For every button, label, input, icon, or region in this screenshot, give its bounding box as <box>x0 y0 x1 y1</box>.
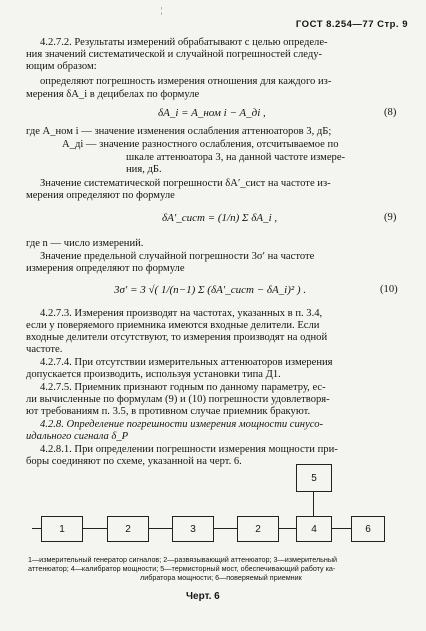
text-line: определяют погрешность измерения отношения для каждого из- <box>40 76 332 87</box>
block-generator: 1 <box>41 516 83 542</box>
where-line: где n — число измерений. <box>26 238 144 249</box>
text-line: 4.2.7.4. При отсутствии измерительных аттенюаторов измерения <box>40 357 333 368</box>
formula-10: 3σ′ = 3 √( 1/(n−1) Σ (δA′_сист − δA_i)² ) . <box>114 284 307 296</box>
figure-label: Черт. 6 <box>186 591 220 602</box>
text-line: Значение систематической погрешности δA′_сист на частоте из- <box>40 178 331 189</box>
bridge-line <box>313 490 314 516</box>
caption-line: либратора мощности; 6—поверяемый приемник <box>140 573 302 582</box>
formula-8: δA_i = A_ном i − A_дi , <box>158 107 266 119</box>
block-power-calibrator: 4 <box>296 516 332 542</box>
text-line: мерения определяют по формуле <box>26 190 175 201</box>
text-line: 4.2.7.3. Измерения производят на частотах, указанных в п. 3.4, <box>40 308 323 319</box>
block-receiver: 6 <box>351 516 385 542</box>
text-line: 4.2.8.1. При определении погрешности измерения мощности при- <box>40 444 338 455</box>
where-line: шкале аттенюатора 3, на данной частоте измере- <box>126 152 346 163</box>
text-line: ют требованиям п. 3.5, в противном случае приемник бракуют. <box>26 406 311 417</box>
block-thermistor-bridge: 5 <box>296 464 332 492</box>
text-line: входные делители отсутствуют, то измерения производят на одной <box>26 332 328 343</box>
block-decoupling-attenuator-2: 2 <box>237 516 279 542</box>
page-header: ГОСТ 8.254—77 Стр. 9 <box>295 19 408 30</box>
text-line: 4.2.7.2. Результаты измерений обрабатывают с целью определе- <box>40 37 328 48</box>
block-measuring-attenuator: 3 <box>172 516 214 542</box>
text-line: ющим образом: <box>26 61 97 72</box>
caption-line: 1—измерительный генератор сигналов; 2—развязывающий аттенюатор; 3—измерительный <box>28 555 338 564</box>
formula-9: δA′_сист = (1/n) Σ δA_i , <box>162 212 278 224</box>
formula-10-number: (10) <box>380 284 398 295</box>
section-heading: 4.2.8. Определение погрешности измерения мощности синусо- <box>40 419 324 430</box>
formula-8-number: (8) <box>384 107 397 118</box>
text-line: мерения δA_i в децибелах по формуле <box>26 89 200 100</box>
where-line: ния, дБ. <box>126 164 162 175</box>
text-line: боры соединяют по схеме, указанной на черт. 6. <box>26 456 242 467</box>
text-line: Значение предельной случайной погрешности 3σ′ на частоте <box>40 251 315 262</box>
text-line: ли вычисленные по формулам (9) и (10) погрешности удовлетворя- <box>26 394 330 405</box>
page-mark: ¦ <box>161 6 163 15</box>
text-line: частоте. <box>26 344 63 355</box>
text-line: 4.2.7.5. Приемник признают годным по данному параметру, ес- <box>40 382 326 393</box>
block-decoupling-attenuator: 2 <box>107 516 149 542</box>
text-line: если у поверяемого приемника имеются входные делители. Если <box>26 320 320 331</box>
text-line: измерения определяют по формуле <box>26 263 185 274</box>
formula-9-number: (9) <box>384 212 397 223</box>
where-line: A_дi — значение разностного ослабления, отсчитываемое по <box>62 139 339 150</box>
where-line: где A_ном i — значение изменения ослабления аттенюаторов 3, дБ; <box>26 126 332 137</box>
caption-line: аттенюатор; 4—калибратор мощности; 5—термисторный мост, обеспечивающий работу ка- <box>28 564 336 573</box>
text-line: ния значений систематической и случайной погрешностей следу- <box>26 49 323 60</box>
text-line: допускается производить, используя установки типа Д1. <box>26 369 281 380</box>
section-heading: идального сигнала δ_P <box>26 431 129 442</box>
